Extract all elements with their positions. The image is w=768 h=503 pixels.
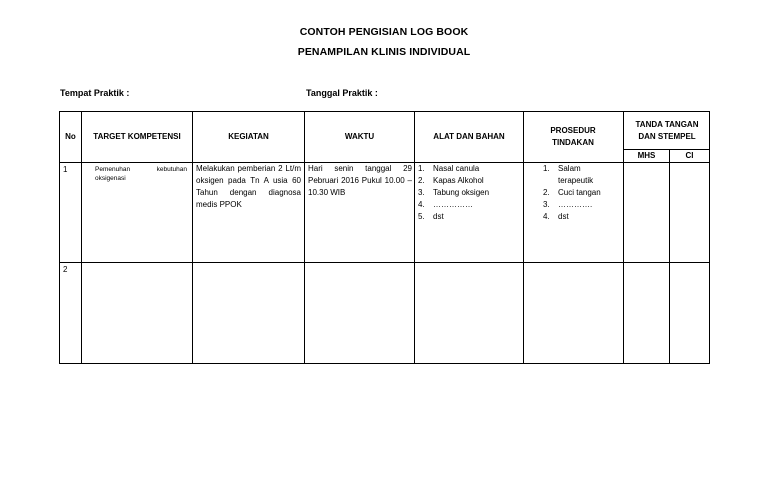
list-item: 3. …………. [543, 200, 593, 209]
col-divider-7 [669, 149, 670, 364]
list-item: 4. …………… [418, 200, 473, 209]
header-ci: CI [685, 151, 694, 160]
row-1-kegiatan: Melakukan pemberian 2 Lt/m oksigen pada Tn A usia 60 Tahun dengan diagnosa medis PPOK [196, 164, 301, 209]
row-1-prosedur-list [543, 163, 615, 223]
row-1-bottom-line [59, 262, 710, 263]
list-item: 2. Cuci tangan [543, 188, 601, 197]
list-item: 4. dst [543, 212, 569, 221]
document-title-line-1: CONTOH PENGISIAN LOG BOOK [299, 26, 469, 38]
col-divider-6 [623, 111, 624, 364]
header-tanda-tangan: TANDA TANGAN DAN STEMPEL [635, 119, 699, 141]
row-1-target: Pemenuhan kebutuhan oksigenasi [95, 166, 187, 182]
list-item: 1. Nasal canula [418, 164, 480, 173]
list-item: 2. Kapas Alkohol [418, 176, 484, 185]
tempat-praktik-label: Tempat Praktik : [60, 88, 130, 98]
logbook-table [59, 111, 710, 364]
row-1-waktu: Hari senin tanggal 29 Pebruari 2016 Pukul 10.00 – 10.30 WIB [308, 164, 412, 197]
list-item: 1. Salam terapeutik [543, 164, 594, 185]
header-no: No [65, 132, 76, 141]
tanggal-praktik-label: Tanggal Praktik : [306, 88, 378, 98]
row-1-alat-list [418, 163, 522, 223]
header-waktu: WAKTU [344, 132, 375, 141]
col-divider-5 [523, 111, 524, 364]
header-alat-dan-bahan: ALAT DAN BAHAN [433, 132, 505, 141]
header-mhs: MHS [637, 151, 656, 160]
header-target-kompetensi: TARGET KOMPETENSI [93, 132, 181, 141]
list-item: 5. dst [418, 212, 444, 221]
table-border-right [709, 111, 710, 364]
list-item: 3. Tabung oksigen [418, 188, 490, 197]
table-border-bottom [59, 363, 710, 364]
row-2-no: 2 [63, 265, 68, 274]
header-prosedur-tindakan: PROSEDUR TINDAKAN [550, 126, 596, 147]
header-kegiatan: KEGIATAN [228, 132, 269, 141]
document-title-line-2: PENAMPILAN KLINIS INDIVIDUAL [297, 46, 471, 58]
row-1-no: 1 [63, 165, 68, 174]
